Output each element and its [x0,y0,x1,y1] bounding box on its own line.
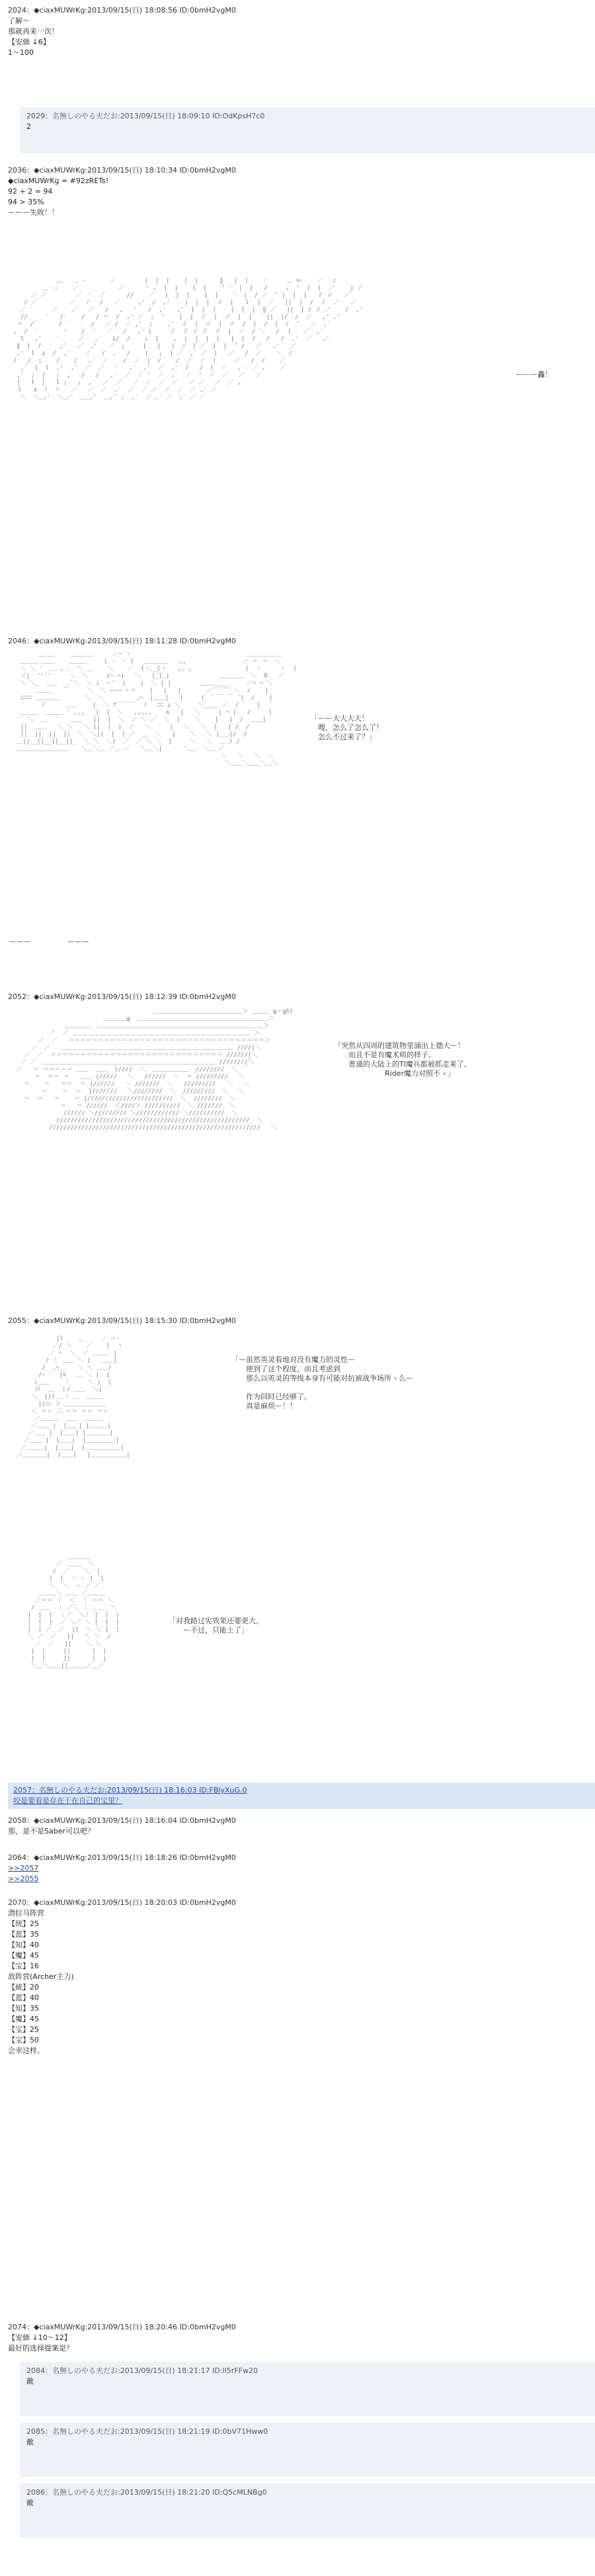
anchor-link[interactable]: >>2057 [8,1864,39,1872]
stat-line: 【知】40 [8,1941,39,1949]
post-2036 [8,165,587,218]
anchor-link[interactable]: >>2055 [8,1874,39,1883]
stat-line: 【宝】25 [8,2025,39,2034]
stat-line: 【魔】45 [8,1951,39,1960]
post-2046 [8,636,587,647]
post-line: 那，是不是Saber可以吧？ [8,1827,95,1835]
stat-line: 【蓝】35 [8,1930,39,1939]
reply-header: 2084：名無しのやる夫だお:2013/09/15(日) 18:21:17 ID:Il5rFFw20 [26,2366,258,2375]
post-2057 [8,1783,595,1809]
post-header: 2036：◆ciaxMUWrKg:2013/09/15(日) 18:10:34 ID:0bmH2vgM0 [8,166,236,175]
ascii-art-figure-1: |l ＿ ／ ⌒ヽ ／/ ＼ ／ | ヽ ／ ⌒ ＼ ／ ＿＿＿ | / ｜ ＿＿ ＼ | ＿＿| / ,ﾍ__ ＼ ＼ ＿＿/ /ｰ ´ |ﾙ ＿ ＼ | | ﾚ＿＿ ｜ ＼ | | ｲﾄ ＿ ｉｲ ＿＿ ＼| ＼ ||ｲ ＿｜ ＿ ＿＿＿ ||ﾆﾆ ＞ ＿＿＿＿＿＿＿ ＜ ＝＝ 三 ＝＝ ＝＝ ＝＝ ／＿＿＿ ＿＿ ＿＿＿ ／＿＿ | |＿＿| |＿＿＿| ／＿＿ | |＿＿| |＿＿＿＿| ／＿＿ | |＿＿| |＿＿＿＿＿| ／＿＿＿| |＿＿| |＿＿＿＿＿＿| ／＿＿＿＿| |＿＿| |＿＿＿＿＿＿| [17,1336,130,1459]
post-line: 最好的选择提案是？ [8,2344,73,2353]
ascii-art-figure-2: ＿＿＿＿ ／ ＿＿ ＼ / ／ ＼ | | | ・ ・ | | ＼ ＼ ー ／ ／ ＿＿＿＼ ＿＿ ／＿＿＿ ／＝＝ ｜ ＜ ｜ ＝＝ ＼ / ＿＿ ｜ ／＼ ｜ ＿＿ ＼ | | | ｜／ ＼｜ | | | | | | ／ ＼／ ＼ | | | | | ／ ／ || ＼ ＼ | | ＼ ／ ／ || ＼ ＼ / ／ ／ || ＼ ＼ | | || | | | | || | | ＼＿＼＿＿||＿＿＿／＿／ [27,1554,120,1670]
reply-header: 2085：名無しのやる夫だお:2013/09/15(日) 18:21:19 ID:0bV71Hww0 [26,2427,268,2436]
post-line: 了解～ [8,17,30,25]
post-2070 [8,1898,587,2056]
post-header: 2052：◆ciaxMUWrKg:2013/09/15(日) 18:12:39 ID:0bmH2vgM0 [8,992,236,1001]
reply-line: 敵 [26,2499,34,2507]
reply-line: 敵 [26,2438,34,2446]
post-line: 【安価 ↓6】 [8,38,50,46]
post-2046-tail: ーーー ーーー [9,938,89,946]
sfx-boom: ーーー轟！ [516,370,552,379]
post-line: 会幸这样。 [8,2046,44,2055]
post-header: 2070：◆ciaxMUWrKg:2013/09/15(日) 18:20:03 ID:0bmH2vgM0 [8,1898,236,1907]
stat-line: 【统】25 [8,1919,39,1928]
post-2074 [8,2322,587,2354]
stat-line: 【知】35 [8,2004,39,2013]
post-line: 1～100 [8,48,34,57]
post-header: 2058：◆ciaxMUWrKg:2013/09/15(日) 18:16:04 ID:0bmH2vgM0 [8,1816,236,1825]
post-header: 2055：◆ciaxMUWrKg:2013/09/15(日) 18:15:30 ID:0bmH2vgM0 [8,1316,236,1325]
post-2052 [8,992,587,1002]
reply-2086 [20,2483,595,2538]
reply-2085 [20,2423,595,2477]
post-header: 2074：◆ciaxMUWrKg:2013/09/15(日) 18:20:46 ID:0bmH2vgM0 [8,2323,236,2331]
post-header: 2064：◆ciaxMUWrKg:2013/09/15(日) 18:18:26 ID:0bmH2vgM0 [8,1853,236,1862]
stat-line: 【宝】16 [8,1962,39,1970]
post-line: 92 + 2 = 94 [8,187,53,196]
reply-line: 2 [26,122,31,131]
stat-line: 【蓝】40 [8,1993,39,2002]
ascii-art-crowd: ＿＿＿ ＿＿＿＿ ／⌒ ヽ ＿＿＿＿＿＿ ＿＿＿ ＿＿ ＿＿＿ ( ・ ・ ) ＿＿＿＿ ,, ／ ⌒ ⌒ ＼ ＼ ＼ ' ＿ , . ＼ ＿ ＼ ／ (ヽ､_(ヽ ,, , ( ・ ・ ) ＜| ''¨¨ ＼ ＼ (⌒ ⌒) ＼ |_l_| ＿＿＿＿ ＼ ∇ ／ ＼ ＼_ ＿_ .ﾞ＼ ＼ (｀ー' ) | ＼ | | ＿＿＿___ ／⌒ ⌒ ＼ ＿＿＿ ￣ ＼ ＼ ｰｰｰｰ ｰ ﾍ | | | ／¨¨¨¨¨ ＼ / | ﾆﾆﾆﾆ ＿＿＿＿ ＼ ＼ ,ﾍ |＿＿| | ( ｀ ￣ ￣ ´) / | ﾉ ＿＿ | ＼ ｸﾞﾞﾞﾞﾞﾞﾞ ﾉ ﾆﾆ ⊥ ＼ ＼____ ／ / | ＿＿＿ ＿＿＿ ' ,,, | | ＼ ,,,,, ∧ | ＼ | ⌒ | / | ´ ＼ ＿ ｀ ＿＿ || | ＼ ／ ＼ ／ ＼ | ＼ | | / ＿＿| || ＿＿ ＼ ＼ ＼ || | | ／ ＼ | ＼ ＼ | | / / || || || || ＼ ＼|| | | ／ ＿ ＼ | ＼ ＼ |＿_|/ / ＿||__||__||__||_ ＼ ＼ ＼| ／ ／ ＼ ＼ | ＼ ＼ ＿ / / ＿＿＿＿＿＿＿＿＿ ＼＿＼＿ ／＿ ／ ＼＿＼| ＼＿ ＼＿ ／ ＼ ＼ ＼ ＼ ＼＿＿＼＿＿＼＿＼ [17,651,297,767]
post-2058 [8,1816,587,1837]
reply-2084 [20,2362,595,2416]
reply-header: 2086：名無しのやる夫だお:2013/09/15(日) 18:21:20 ID:Q5cMLNBg0 [26,2488,267,2497]
post-line: ◆ciaxMUWrKg = #92zRETs! [8,177,109,185]
post-header-link[interactable]: 2057：名無しのやる夫だお:2013/09/15(日) 18:16:03 ID:FBlyXuG.0 [13,1786,247,1794]
post-header: 2046：◆ciaxMUWrKg:2013/09/15(日) 18:11:28 ID:0bmH2vgM0 [8,637,236,645]
ascii-art-explosion: ,、 ＿ ‐ ￣ ／ | | | | | ‖ | | ／ ＿ ｬﾍ ／ ﾝ ＿ -‐ ／ ／ ' , | | | | ’ ' | | / , ' | | ／ ｊ ﾉ ／ ／ ／ ' ／ // ／ | | | | | ' | / ／ ’ | | | ∥ ∥ ／ / ／ ／ ﾉ / ／ ,' / ,' | | | ∥ | ｌ | ／ || | / ∥ ／ ／ ／ ′ ／ ／ ／ / , ' / ,' ,' | | | | | | ‖ ／ || | / ∥ ／ / ,' // ′ /′ / / 〃 / ,' ／ ; ' | | ∥ | ∥ | | || |/ / ／ ,' ,' 〃 /′ / ′ ′ / ／ / ／ ,' ; ,' ∥ | ∥ | ∥ / | / | / ’ ／ ,′ ,′ / ′ ' / ' ／ ′ / ,' | ∥ ∥ ∥ ∥ ∥ | ／ / ＼ / ｌ ／ ,′ l ,' ′ ／ ,′ i/ / ; | , | | | | | | / / / ,' ／ ,' ∥ | / ′ ,′ ／ ,' ／ ; ′ | | | ﾉ | ／ | | ’ / ／ ,' ／ ,' l i / ,′ ／ / , / | ; | ／ ,′ ／ | ／ / ／ ＼ / / / ; / / ,′ ／ / ／ | / / ／ ／ | ′ ／ / / ／ ,′ | l ,' ,' ／ ／ ' ,′ ,' ／ ,′ / / | ／ ,′ ／ ,′ ／ ,' ; | ; , / / ,′ ／ ／ ' ／ ,′ ／ ’ ／ ／ ／ ／ | l | l ; ; ,′ ／ ／ ／ ／ ／ ／ ／ ／ ／ ／ ,′ ｌ ∨ ﾉ 〃 ／ ／ ／ ,′ ／ ／ ／ ／ ／ ／ ,′ ／ ＼ ＼_,' ＼_／ ＿_,' ＿,' ,′ ,′ ／ ,′ ／ ,′ ／ ／ [13,278,363,401]
ascii-art-army: ＿＿＿＿＿＿＿＿＿＿＿＿＿＿＿＞ ＿＿＿ ≧＝≦ｾ) ＿＿＿＿≦ ＿＿＿＿＿＿＿＿＿＿＿＿＿＿＿＿＿＿＿＿＿＿＞ ＿＿＿＿＿ ＿＿＿＿＿＿＿＿＿＿＿＿＿＿＿＿＿＿＿＿＿＿＿＿＿＿＿＿＞ ／ ／ ＿＿＿＿＿＿＿＿＿＿＿＿＿＿＿＿＿＿＿＿＿＿＿＿＿＿＿＿＿＿ ＞ ／ ／ ＝＝＝＝＝＝＝＝＝＝＝＝＝＝＝＝＝＝＝＝＝＝＝＝＝＝＝＝＝＝＝＝＝＞ ／ ／ ＿＿＿＿＿＿＿＿＿＿＿＿＿＿＿＿＿＿＿＿＿＿＿＿＿＿＿＿＿ ////|＼ ／ ／ ＝＝＝＝＝＝＝＝＝＝＝＝＝＝＝＝＝＝＝＝＝＝＝＝＝＝＝＝＝ //////|＼ ／ ／ ＿＿＿＿＿＿＿＿＿＿＿＿＿＿＿＿＿＿＿＿＿＿＿＿＿＿＿＿＿ ///////|＼ ／ ＝ ＝＝＝＝＝ ＿＿ ＿＿ |//// ＼ ＿＿＿＿＿＿ //////// ＼ ＝ ＝＝ ＝ ＿＿ |///// ＼ ////// ＼ ＝ ///////// ＼ ＝ ＝ ＝＝ ＝ |////// ＼ /////// ＼ ///////// ＼ ＼ ＝ ＝ ＝ |/////// ＼//////// ＼ ///////// ＼ ＼ ＝ ＝ ＝ ＝ |//////////////////////// ＼ //////// ＼ ＝ ＝ ////// ＜////＞ ////////// ＼ /////// ＼ ////// ＼///////// ＼//////////// ＼////////// ＼ ////////////////////////////////////////////////////// ＼ /////////////////////////////////////////////////////////// ＼ [17,1008,293,1131]
post-line: 那就再来一次！ [8,27,59,36]
post-2024 [8,5,587,58]
post-line: 渭拉马阵营 [8,1909,44,1917]
post-2064 [8,1853,587,1884]
speech-2055-b: 「对我路过宪效果还要更大。 ー不过，只能上了」 [169,1617,263,1634]
speech-2052: 「突然从四周的建筑物里涌出上德大ー！ 而且不是有魔术师的样子。 普通的大陆上的Tl魔兵都被抓走来了。 Rider魔力对照不ゝ」 [334,1041,471,1078]
post-line: 94 > 35% [8,198,44,206]
stat-line: 【宝】50 [8,2036,39,2044]
reply-header: 2029：名無しのやる夫だお:2013/09/15(日) 18:09:10 ID:OdKpsH7c0 [26,112,265,120]
post-2055 [8,1316,587,1326]
speech-2055-a: 「ー虽然英灵看地对没有魔力的灵性ー 使到了这个程度，而且考虑到 那么以英灵的等级本身有可能对抗被战争场所ゝ么ー 作为回时已经够了。 真是麻烦ー！！ [231,1355,413,1410]
stat-line: 【統】20 [8,1983,39,1992]
post-line: 【安価 ↓10～12】 [8,2333,71,2342]
speech-2046: 「ーー大大大大！ 嗖，怎么了怎么了！ 怎么不过来了？」 [311,714,383,741]
reply-2029 [20,107,595,153]
reply-line: 敵 [26,2377,34,2386]
post-line: ーーー失敗！！ [8,208,59,217]
stat-line: 【魔】45 [8,2015,39,2023]
post-line-link[interactable]: 咬是要看是存在于在自己的宝里？ [13,1796,122,1805]
post-line: 敌阵营(Archer主力) [8,1972,74,1981]
post-header: 2024：◆ciaxMUWrKg:2013/09/15(日) 18:08:56 ID:0bmH2vgM0 [8,6,236,15]
